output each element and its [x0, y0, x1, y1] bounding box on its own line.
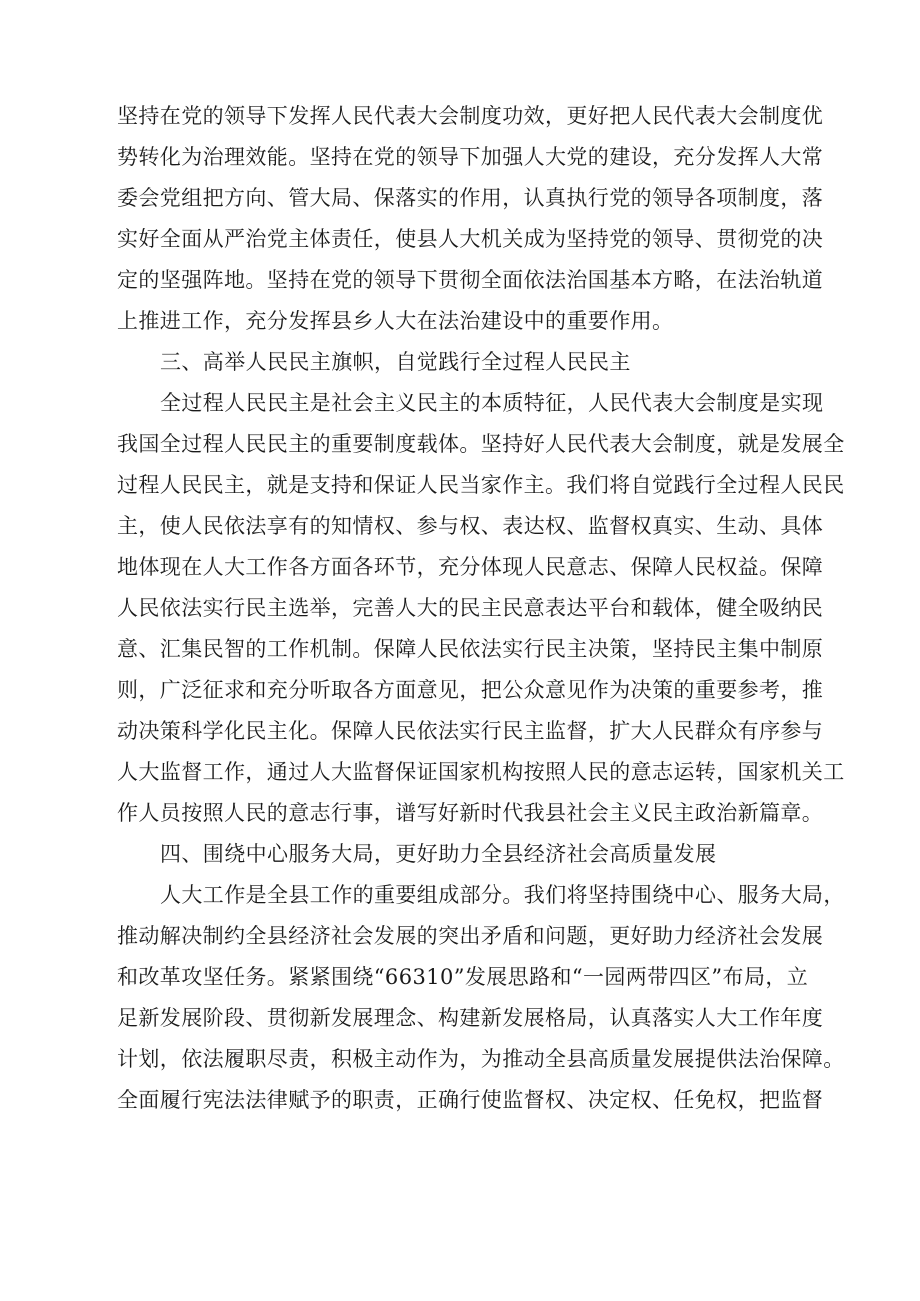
text-line: 则，广泛征求和充分听取各方面意见，把公众意见作为决策的重要参考，推 — [117, 678, 824, 702]
text-line: 计划，依法履职尽责，积极主动作为，为推动全县高质量发展提供法治保障。 — [117, 1047, 845, 1071]
text-line: 和改革攻坚任务。紧紧围绕“66310”发展思路和“一园两带四区”布局，立 — [117, 965, 809, 989]
text-line: 实好全面从严治党主体责任，使县人大机关成为坚持党的领导、贯彻党的决 — [117, 227, 824, 251]
text-line: 势转化为治理效能。坚持在党的领导下加强人大党的建设，充分发挥人大常 — [117, 145, 824, 169]
section-heading-3: 三、高举人民民主旗帜，自觉践行全过程人民民主 — [160, 350, 631, 374]
text-line: 主，使人民依法享有的知情权、参与权、表达权、监督权真实、生动、具体 — [117, 514, 824, 538]
text-line: 过程人民民主，就是支持和保证人民当家作主。我们将自觉践行全过程人民民 — [117, 473, 845, 497]
text-line: 委会党组把方向、管大局、保落实的作用，认真执行党的领导各项制度，落 — [117, 186, 824, 210]
text-line: 坚持在党的领导下发挥人民代表大会制度功效，更好把人民代表大会制度优 — [117, 104, 824, 128]
text-line: 人大工作是全县工作的重要组成部分。我们将坚持围绕中心、服务大局， — [160, 883, 845, 907]
text-line: 意、汇集民智的工作机制。保障人民依法实行民主决策，坚持民主集中制原 — [117, 637, 824, 661]
text-line: 地体现在人大工作各方面各环节，充分体现人民意志、保障人民权益。保障 — [117, 555, 824, 579]
text-line: 作人员按照人民的意志行事，谱写好新时代我县社会主义民主政治新篇章。 — [117, 801, 824, 825]
text-line: 上推进工作，充分发挥县乡人大在法治建设中的重要作用。 — [117, 309, 674, 333]
text-line: 人民依法实行民主选举，完善人大的民主民意表达平台和载体，健全吸纳民 — [117, 596, 824, 620]
text-line: 人大监督工作，通过人大监督保证国家机构按照人民的意志运转，国家机关工 — [117, 760, 845, 784]
document-body — [117, 96, 845, 1121]
text-line: 我国全过程人民民主的重要制度载体。坚持好人民代表大会制度，就是发展全 — [117, 432, 845, 456]
paragraph-3 — [117, 875, 845, 1121]
text-line: 全过程人民民主是社会主义民主的本质特征，人民代表大会制度是实现 — [160, 391, 824, 415]
paragraph-1 — [117, 96, 837, 342]
text-line: 定的坚强阵地。坚持在党的领导下贯彻全面依法治国基本方略，在法治轨道 — [117, 268, 824, 292]
text-line: 推动解决制约全县经济社会发展的突出矛盾和问题，更好助力经济社会发展 — [117, 924, 824, 948]
section-heading-4: 四、围绕中心服务大局，更好助力全县经济社会高质量发展 — [160, 842, 717, 866]
paragraph-2 — [117, 383, 845, 834]
text-line: 足新发展阶段、贯彻新发展理念、构建新发展格局，认真落实人大工作年度 — [117, 1006, 824, 1030]
text-line: 动决策科学化民主化。保障人民依法实行民主监督，扩大人民群众有序参与 — [117, 719, 824, 743]
text-line: 全面履行宪法法律赋予的职责，正确行使监督权、决定权、任免权，把监督 — [117, 1088, 824, 1112]
